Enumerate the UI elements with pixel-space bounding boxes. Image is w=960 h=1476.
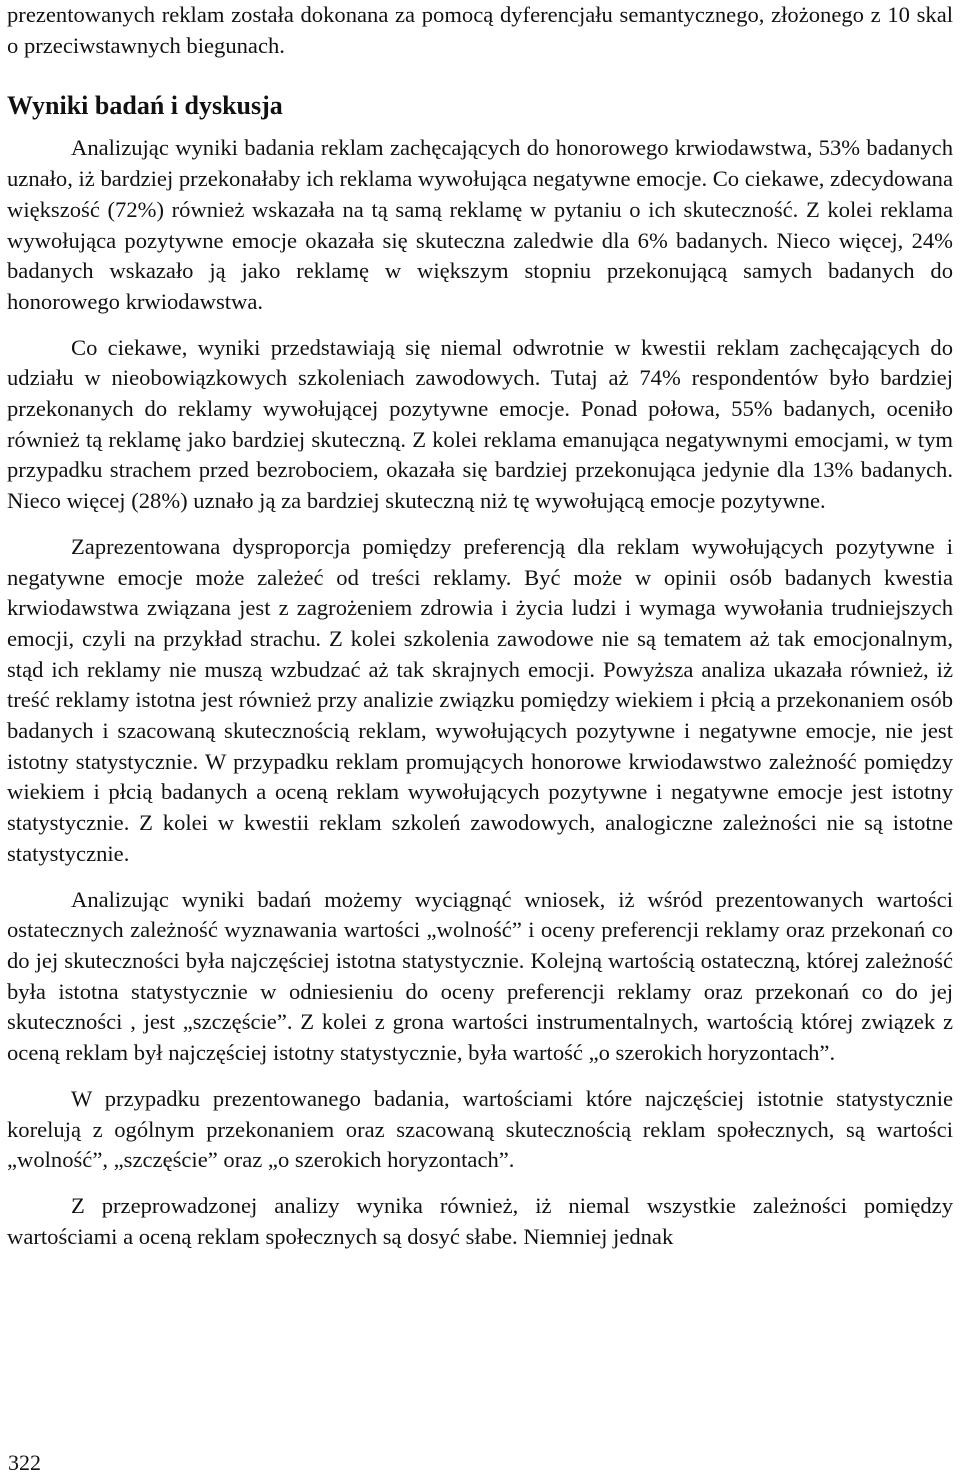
section-heading: Wyniki badań i dyskusja	[7, 91, 283, 121]
paragraph-weak-dependencies: Z przeprowadzonej analizy wynika również, iż niemal wszystkie zależności pomiędzy wartościami a oceną reklam społecznych są dosyć słabe. Niemniej jednak	[7, 1192, 953, 1249]
paragraph-intro-continuation: prezentowanych reklam została dokonana za pomocą dyferencjału semantycznego, złożonego z 10 skal o przeciwstawnych biegunach.	[7, 2, 953, 58]
paragraph-values-conclusion: Analizując wyniki badań możemy wyciągnąć wniosek, iż wśród prezentowanych wartości ostatecznych zależność wyznawania wartości „wolność” i oceny preferencji reklamy oraz przekonań co do jej skuteczności była najczęściej istotna statystycznie. Kolejną wartością ostateczną, której zależność była istotna statystycznie w odniesieniu do oceny preferencji reklamy oraz przekonań co do jej skuteczności , jest „szczęście”. Z kolei z grona wartości instrumentalnych, wartością której związek z oceną reklam był najczęściej istotny statystycznie, była wartość „o szerokich horyzontach”.	[7, 886, 953, 1066]
paragraph-values-correlation: W przypadku prezentowanego badania, wartościami które najczęściej istotnie statystycznie korelują z ogólnym przekonaniem oraz szacowaną skutecznością reklam społecznych, są wartości „wolność”, „szczęście” oraz „o szerokich horyzontach”.	[7, 1085, 953, 1173]
paragraph-disproportion-discussion: Zaprezentowana dysproporcja pomiędzy preferencją dla reklam wywołujących pozytywne i negatywne emocje może zależeć od treści reklamy. Być może w opinii osób badanych kwestia krwiodawstwa związana jest z zagrożeniem zdrowia i życia ludzi i wymaga wywołania trudniejszych emocji, czyli na przykład strachu. Z kolei szkolenia zawodowe nie są tematem aż tak emocjonalnym, stąd ich reklamy nie muszą wzbudzać aż tak skrajnych emocji. Powyższa analiza ukazała również, iż treść reklamy istotna jest również przy analizie związku pomiędzy wiekiem i płcią a przekonaniem osób badanych i szacowaną skutecznością reklam, wywołujących pozytywne i negatywne emocje, nie jest istotny statystycznie. W przypadku reklam promujących honorowe krwiodawstwo zależność pomiędzy wiekiem i płcią badanych a oceną reklam wywołujących pozytywne i negatywne emocje jest istotny statystycznie. Z kolei w kwestii reklam szkoleń zawodowych, analogiczne zależności nie są istotne statystycznie.	[7, 533, 953, 866]
page-number: 322	[8, 1450, 41, 1475]
document-page	[7, 0, 953, 1252]
paragraph-training-results: Co ciekawe, wyniki przedstawiają się niemal odwrotnie w kwestii reklam zachęcających do udziału w nieobowiązkowych szkoleniach zawodowych. Tutaj aż 74% respondentów było bardziej przekonanych do reklamy wywołującej pozytywne emocje. Ponad połowa, 55% badanych, oceniło również tą reklamę jako bardziej skuteczną. Z kolei reklama emanująca negatywnymi emocjami, w tym przypadku strachem przed bezrobociem, okazała się bardziej przekonująca jedynie dla 13% badanych. Nieco więcej (28%) uznało ją za bardziej skuteczną niż tę wywołującą emocje pozytywne.	[7, 334, 953, 514]
paragraph-blood-donation-results: Analizując wyniki badania reklam zachęcających do honorowego krwiodawstwa, 53% badanych uznało, iż bardziej przekonałaby ich reklama wywołująca negatywne emocje. Co ciekawe, zdecydowana większość (72%) również wskazała na tą samą reklamę w pytaniu o ich skuteczność. Z kolei reklama wywołująca pozytywne emocje okazała się skuteczna zaledwie dla 6% badanych. Nieco więcej, 24% badanych wskazało ją jako reklamę w większym stopniu przekonującą samych badanych do honorowego krwiodawstwa.	[7, 135, 953, 314]
